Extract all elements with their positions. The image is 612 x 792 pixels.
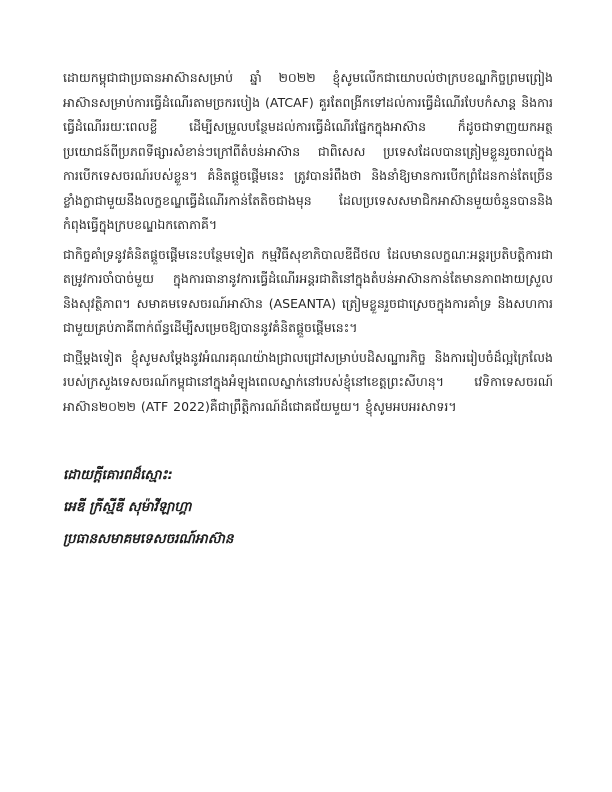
paragraph-2: ជាកិច្ចគាំទ្រនូវគំនិតផ្តួចផ្តើមនេះបន្ថែមទៀត កម្មវិធីសុខាភិបាលឌីជីថល ដែលមានលក្ខណៈអន្តរប្រតិបត្តិការជាតម្រូវការចាំបាច់មួយ ក្នុងការធានានូវការធ្វើដំណើរអន្តរជាតិនៅក្នុងតំបន់អាស៊ានកាន់តែមានភាពងាយស្រួល និងសុវត្ថិភាព។ សមាគមទេសចរណ៍អាស៊ាន (ASEANTA) ត្រៀមខ្លួនរួចជាស្រេចក្នុងការគាំទ្រ និងសហការ ជាមួយគ្រប់ភាគីពាក់ព័ន្ធដើម្បីសម្រេចឱ្យបាននូវគំនិតផ្តួចផ្តើមនេះ។ bbox=[63, 246, 553, 335]
signatory-name: អេឌី ក្រីស្មីឌី សុម៉ាវីឡាហ្គា bbox=[63, 499, 192, 515]
closing-salutation: ដោយក្តីគោរពដ៏ស្មោះ: bbox=[63, 467, 173, 483]
signatory-title: ប្រធានសមាគមទេសចរណ៍អាស៊ាន bbox=[63, 531, 234, 547]
signature-block bbox=[63, 465, 553, 549]
paragraph-1: ដោយកម្ពុជាជាប្រធានអាស៊ានសម្រាប់ ឆ្នាំ ២០២២ ខ្ញុំសូមលើកជាយោបល់ថាក្របខណ្ឌកិច្ចព្រមព្រៀងអាស៊ានសម្រាប់ការធ្វើដំណើរតាមច្រករបៀង (ATCAF) គួរតែពង្រីកទៅដល់ការធ្វើដំណើរបែបកំសាន្ត និងការធ្វើដំណើររយៈពេលខ្លី ដើម្បីសម្រួលបន្ថែមដល់ការធ្វើដំណើរផ្នែកក្នុងអាស៊ាន ក៏ដូចជាទាញយកអត្ថប្រយោជន៍ពីប្រភពទីផ្សារសំខាន់ៗក្រៅពីតំបន់អាស៊ាន ជាពិសេស ប្រទេសដែលបានត្រៀមខ្លួនរួចរាល់ក្នុងការបើកទេសចរណ៍របស់ខ្លួន។ គំនិតផ្តួចផ្តើមនេះ ត្រូវបានរំពឹងថា និងនាំឱ្យមានការបើកព្រំដែនកាន់តែច្រើនខ្លាំងក្លាជាមួយនឹងលក្ខខណ្ឌធ្វើដំណើរកាន់តែតិចជាងមុន ដែលប្រទេសសមាជិកអាស៊ានមួយចំនួនបាននិងកំពុងធ្វើក្នុងក្របខណ្ឌឯកតោភាគី។ bbox=[63, 70, 553, 232]
paragraph-3: ជាថ្មីម្តងទៀត ខ្ញុំសូមសម្តែងនូវអំណរគុណយ៉ាងជ្រាលជ្រៅសម្រាប់បដិសណ្ឋារកិច្ច និងការរៀបចំដ៏ល្អក្រៃលែងរបស់ក្រសួងទេសចរណ៍កម្ពុជានៅក្នុងអំឡុងពេលស្នាក់នៅរបស់ខ្ញុំនៅខេត្តព្រះសីហនុ។ វេទិកាទេសចរណ៍អាស៊ាន២០២២ (ATF 2022)គឺជាព្រឹត្តិការណ៍ដ៏ជោគជ័យមួយ។ ខ្ញុំសូមអបអរសាទរ។ bbox=[63, 349, 553, 414]
letter-body bbox=[63, 66, 553, 561]
